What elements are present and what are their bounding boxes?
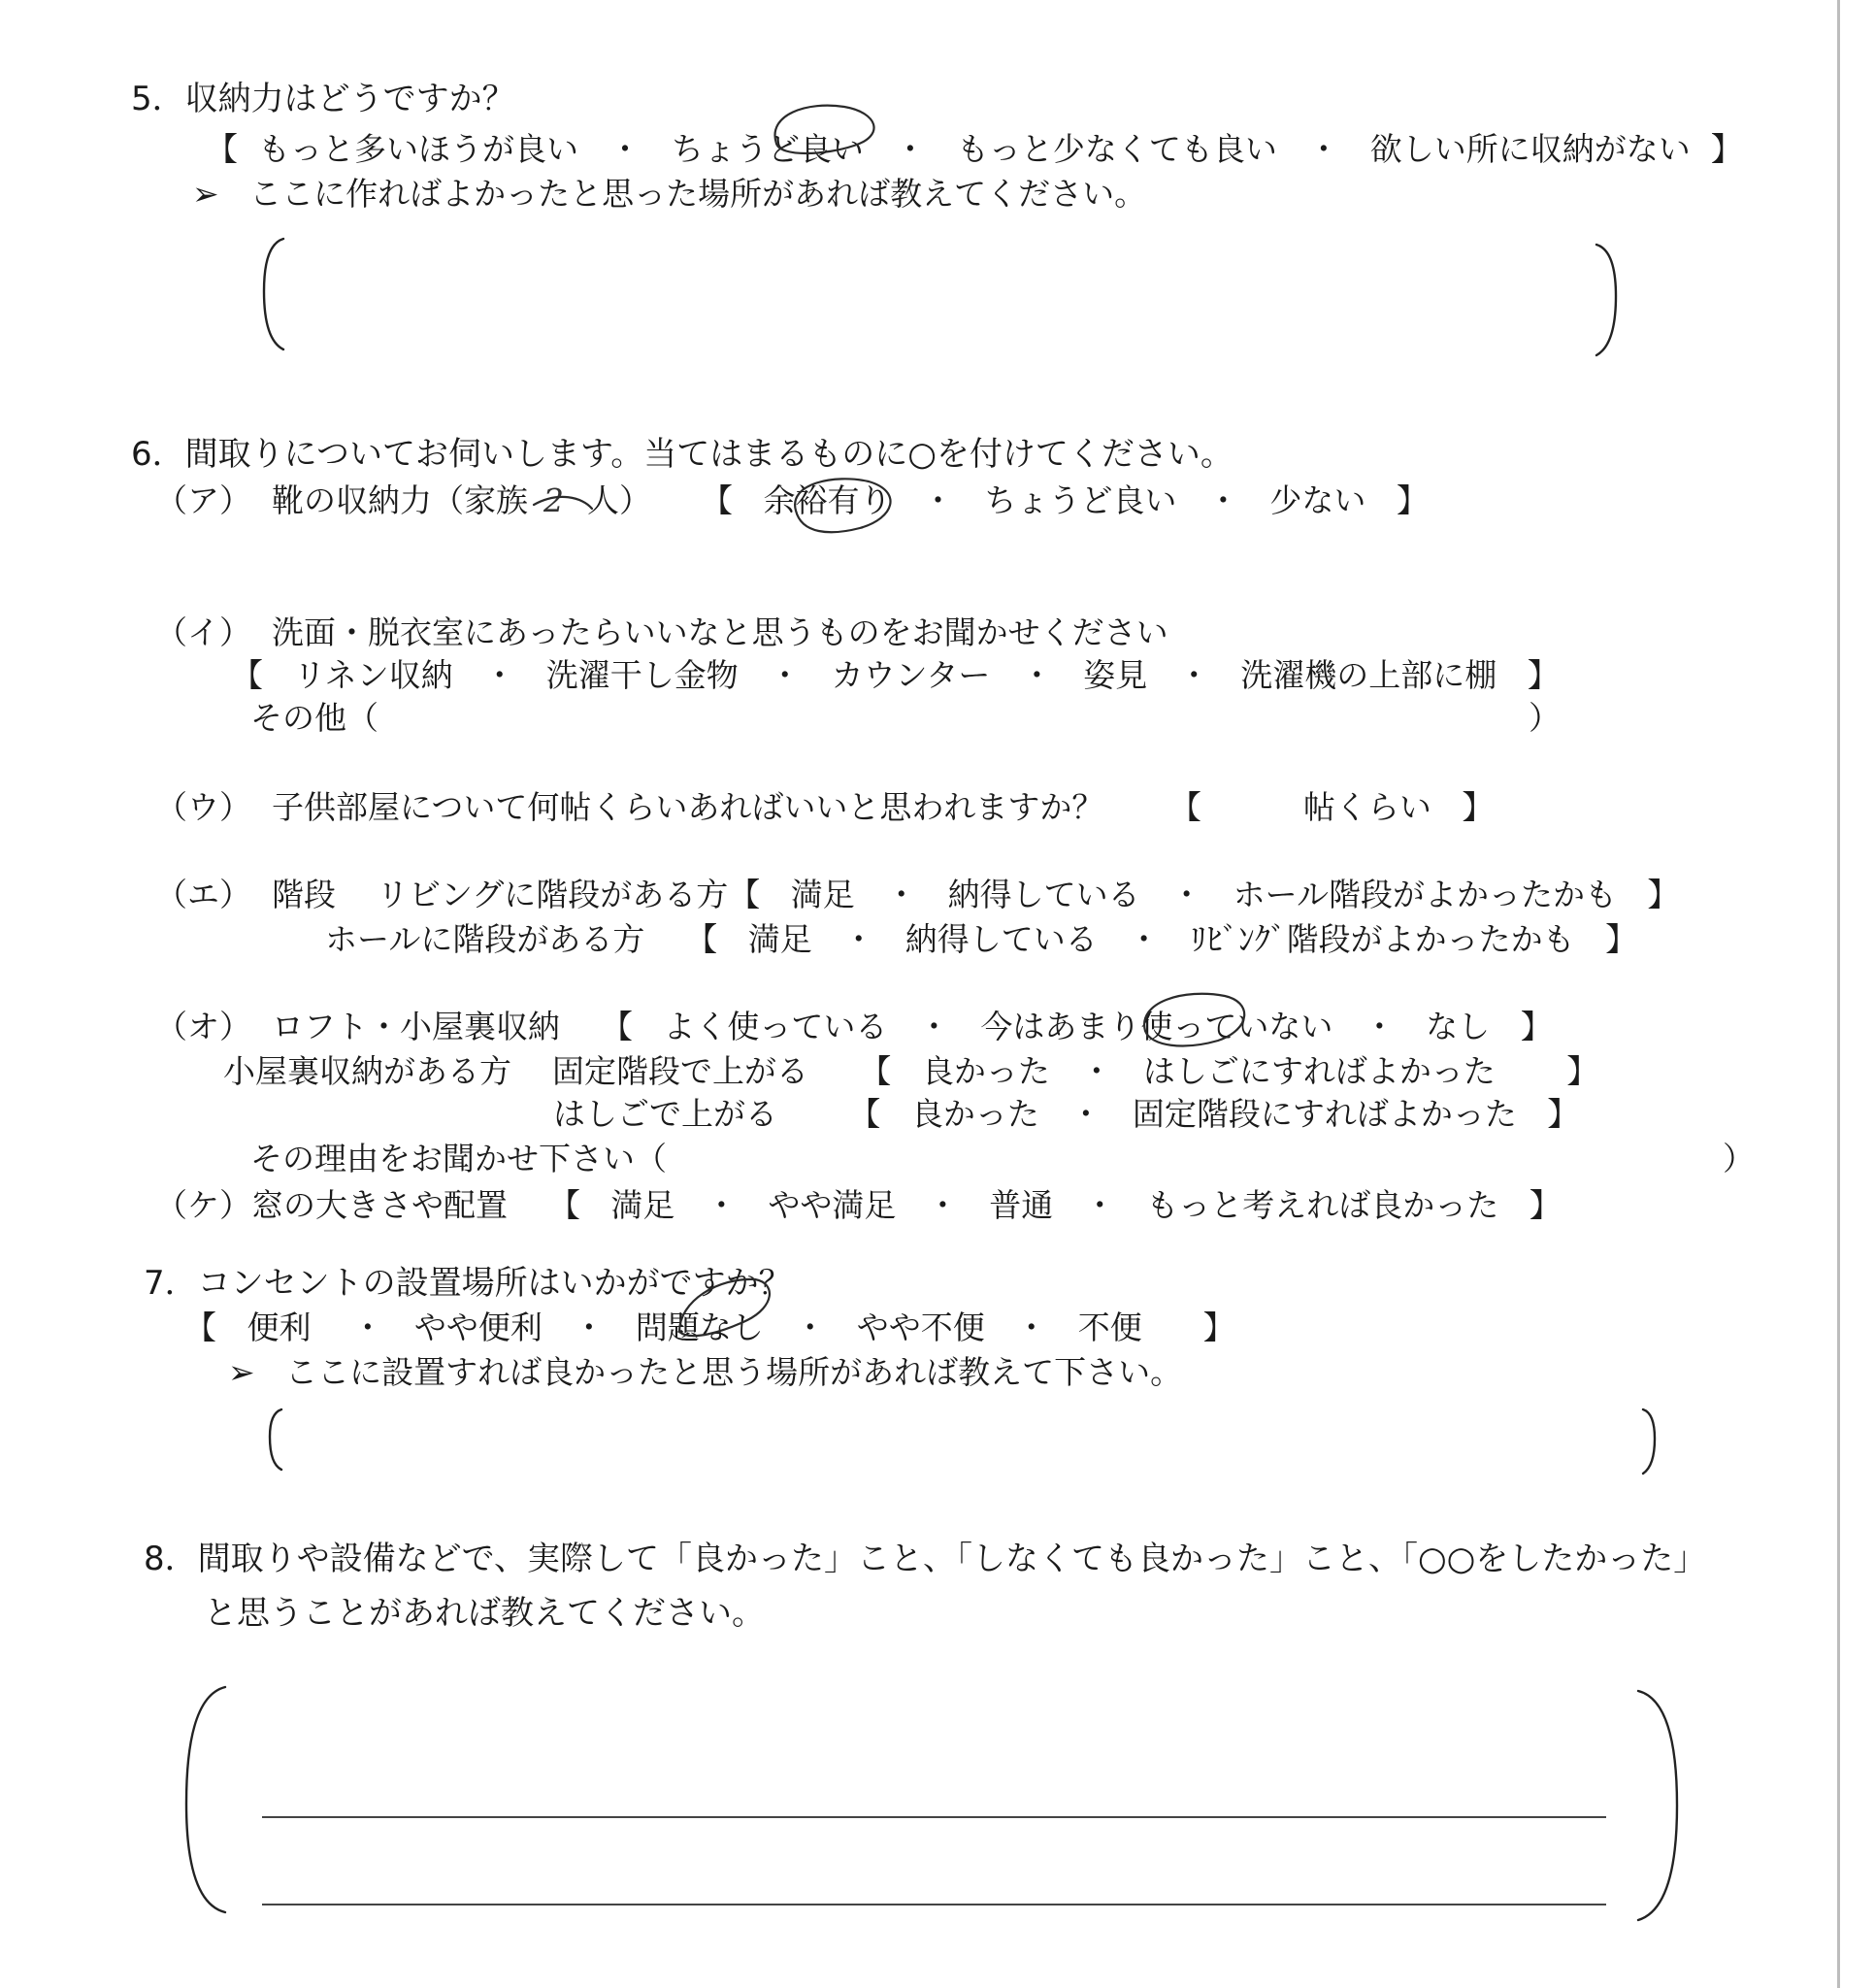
- q5-prompt: ➢ ここに作ればよかったと思った場所があれば教えてください。: [192, 175, 1147, 213]
- q6o-answer-circle: [1144, 994, 1244, 1046]
- q8-title-line1: 8．間取りや設備などで、実際して「良かった」こと、「しなくても良かった」こと、「○○をしたかった」: [144, 1540, 1707, 1578]
- q5-answer-bracket-right: [1596, 245, 1616, 355]
- q6a-family-mark: [534, 497, 592, 509]
- q6o-label: （オ） ロフト・小屋裏収納 【 よく使っている ・ 今はあまり使っていない ・ なし 】: [155, 1008, 1553, 1045]
- q6o-reason-close: ）: [1723, 1140, 1755, 1177]
- q7-answer-bracket-left: [270, 1409, 281, 1470]
- q6o-reason-open: その理由をお聞かせ下さい（: [250, 1140, 667, 1177]
- q7-answer-circle: [679, 1279, 770, 1336]
- q6i-other-close: ）: [1529, 699, 1561, 737]
- q6-title: 6．間取りについてお伺いします。当てはまるものに○を付けてください。: [131, 435, 1234, 474]
- q7-title: 7．コンセントの設置場所はいかがですか？: [144, 1264, 792, 1303]
- q6a-options: 【 余裕有り ・ ちょうど良い ・ 少ない 】: [701, 481, 1429, 519]
- q6a-label-tail: 人）: [587, 481, 651, 519]
- q5-title: 5．収納力はどうですか？: [131, 80, 515, 118]
- q8-title-line2: と思うことがあれば教えてください。: [204, 1594, 765, 1633]
- q6i-other-open: その他（: [250, 699, 378, 737]
- q6u-answer: 【 帖くらい 】: [1169, 788, 1495, 826]
- q8-answer-bracket-right: [1638, 1691, 1677, 1920]
- q7-answer-bracket-right: [1643, 1409, 1655, 1474]
- q5-answer-bracket-left: [264, 239, 283, 349]
- q6e-line2: ホールに階段がある方 【 満足 ・ 納得している ・ ﾘﾋﾞﾝｸﾞ階段がよかったかも 】: [325, 920, 1638, 958]
- q6i-options: 【 リネン収納 ・ 洗濯干し金物 ・ カウンター ・ 姿見 ・ 洗濯機の上部に棚 】: [231, 656, 1560, 694]
- q8-answer-bracket-left: [186, 1687, 225, 1912]
- q5-answer-circle: [775, 106, 874, 153]
- q7-prompt: ➢ ここに設置すれば良かったと思う場所があれば教えて下さい。: [228, 1353, 1183, 1391]
- q6a-answer-circle: [795, 479, 890, 532]
- q6ke-label: （ケ）窓の大きさや配置 【 満足 ・ やや満足 ・ 普通 ・ もっと考えれば良かった 】: [155, 1186, 1562, 1224]
- q6i-label: （イ） 洗面・脱衣室にあったらいいなと思うものをお聞かせください: [155, 613, 1168, 651]
- q6o-line2: 小屋裏収納がある方 固定階段で上がる 【 良かった ・ はしごにすればよかった 】: [223, 1052, 1599, 1090]
- q6o-line3: はしごで上がる 【 良かった ・ 固定階段にすればよかった 】: [553, 1095, 1580, 1133]
- q6u-label: （ウ） 子供部屋について何帖くらいあればいいと思われますか？: [155, 788, 1104, 826]
- q6a-family-count: 2: [543, 481, 564, 519]
- q7-options: 【 便利 ・ やや便利 ・ 問題なし ・ やや不便 ・ 不便 】: [184, 1309, 1235, 1346]
- q5-options: 【 もっと多いほうが良い ・ ちょうど良い ・ もっと少なくても良い ・ 欲しい所に収納がない 】: [206, 130, 1743, 168]
- q6a-label: （ア） 靴の収納力（家族: [155, 481, 528, 519]
- q6e-label: （エ） 階段 リビングに階段がある方【 満足 ・ 納得している ・ ホール階段がよかったかも 】: [155, 876, 1680, 913]
